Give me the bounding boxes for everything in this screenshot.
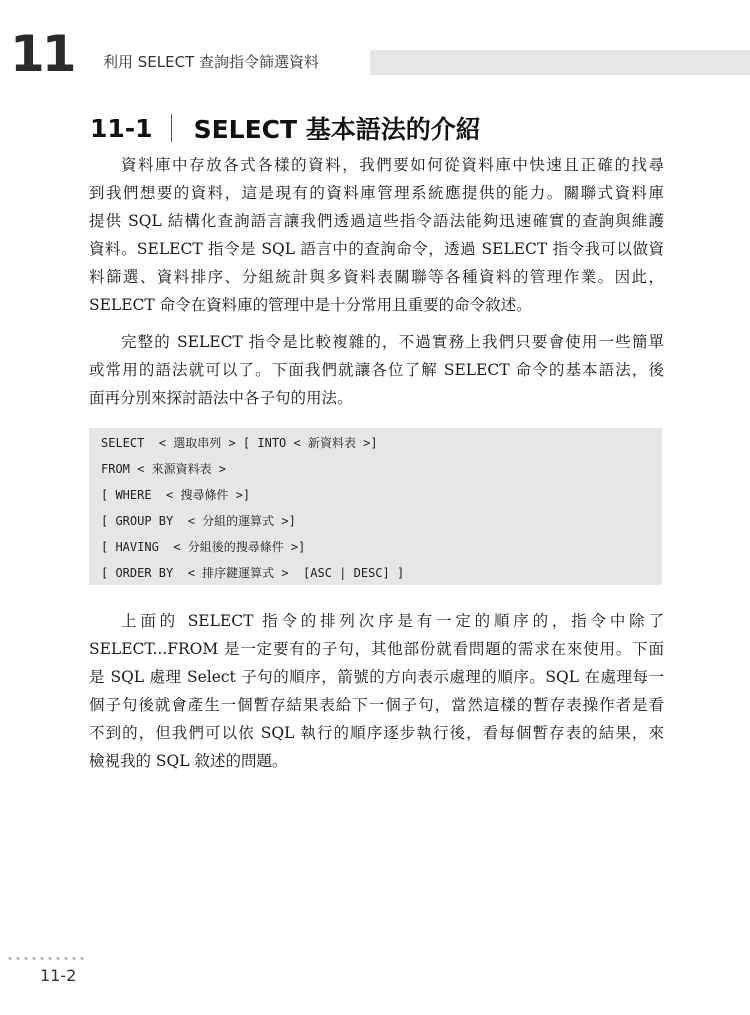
paragraph-line: SELECT...FROM 是一定要有的子句，其他部份就看問題的需求在來使用。下面 (89, 640, 664, 658)
section-heading (90, 108, 481, 148)
header-bar (370, 50, 750, 75)
chapter-title: 利用 SELECT 查詢指令篩選資料 (103, 53, 320, 71)
code-line: [ HAVING < 分組後的搜尋條件 >] (101, 540, 306, 554)
paragraph-line: 個子句後就會產生一個暫存結果表給下一個子句，當然這樣的暫存表操作者是看 (89, 696, 664, 714)
page-number: 11-2 (40, 966, 77, 985)
code-line: [ WHERE < 搜尋條件 >] (101, 488, 251, 502)
paragraph-intro (89, 151, 664, 319)
code-line: [ GROUP BY < 分組的運算式 >] (101, 514, 296, 528)
code-line: [ ORDER BY < 排序鍵運算式 > [ASC | DESC] ] (101, 566, 405, 580)
paragraph-line: 面再分別來探討語法中各子句的用法。 (89, 389, 353, 407)
footer-dots (6, 957, 86, 960)
paragraph-line: 是 SQL 處理 Select 子句的順序，箭號的方向表示處理的順序。SQL 在處理每一 (89, 668, 664, 686)
paragraph-line: 完整的 SELECT 指令是比較複雜的，不過實務上我們只要會使用一些簡單 (121, 333, 664, 351)
heading-divider (171, 114, 172, 142)
paragraph-line: 不到的，但我們可以依 SQL 執行的順序逐步執行後，看每個暫存表的結果，來 (89, 724, 664, 742)
code-block (89, 428, 662, 585)
paragraph-line: 料篩選、資料排序、分組統計與多資料表關聯等各種資料的管理作業。因此， (89, 268, 664, 286)
section-number: 11-1 (90, 113, 153, 143)
code-line: SELECT < 選取串列 > [ INTO < 新資料表 >] (101, 436, 378, 450)
section-title: SELECT 基本語法的介紹 (193, 115, 481, 144)
paragraph-syntax-intro (89, 328, 664, 412)
paragraph-line: 提供 SQL 結構化查詢語言讓我們透過這些指令語法能夠迅速確實的查詢與維護 (89, 212, 664, 230)
paragraph-processing-order (89, 607, 664, 775)
paragraph-line: 到我們想要的資料，這是現有的資料庫管理系統應提供的能力。關聯式資料庫 (89, 184, 664, 202)
paragraph-line: 檢視我的 SQL 敘述的問題。 (89, 752, 288, 770)
paragraph-line: 資料庫中存放各式各樣的資料，我們要如何從資料庫中快速且正確的找尋 (121, 156, 664, 174)
paragraph-line: 或常用的語法就可以了。下面我們就讓各位了解 SELECT 命令的基本語法，後 (89, 361, 664, 379)
paragraph-line: 資料。SELECT 指令是 SQL 語言中的查詢命令，透過 SELECT 指令我可以做資 (89, 240, 664, 258)
code-line: FROM < 來源資料表 > (101, 462, 227, 476)
chapter-number: 11 (10, 25, 74, 83)
paragraph-line: SELECT 命令在資料庫的管理中是十分常用且重要的命令敘述。 (89, 296, 532, 314)
paragraph-line: 上面的 SELECT 指令的排列次序是有一定的順序的，指令中除了 (121, 612, 664, 630)
